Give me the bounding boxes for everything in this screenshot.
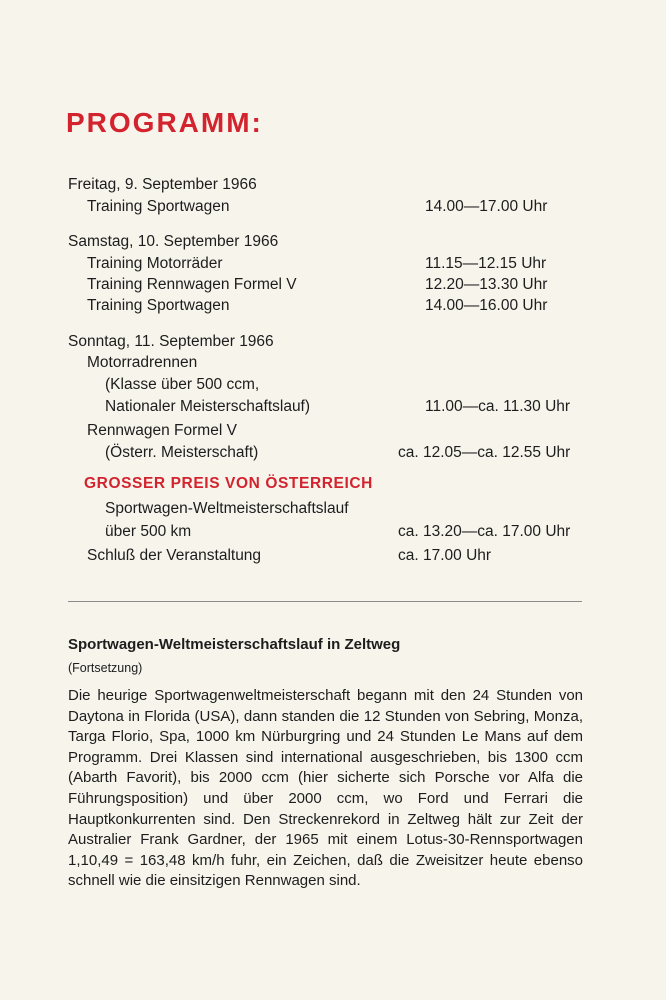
article-subtitle: (Fortsetzung): [68, 661, 143, 675]
schedule-row: [0, 420, 666, 442]
schedule-row: [0, 374, 666, 396]
day-label: Freitag, 9. September 1966: [68, 176, 257, 193]
event-time: 11.15—12.15 Uhr: [425, 255, 547, 272]
schedule-row: [0, 274, 666, 296]
schedule-row: [0, 396, 666, 418]
schedule-row: [0, 521, 666, 543]
event-label: Rennwagen Formel V: [87, 422, 237, 439]
day-heading-friday: [0, 174, 666, 196]
event-time: ca. 12.05—ca. 12.55 Uhr: [398, 444, 571, 461]
day-heading-sunday: [0, 331, 666, 353]
schedule-row: [0, 498, 666, 520]
event-label: Training Motorräder: [87, 255, 223, 272]
event-label: Schluß der Veranstaltung: [87, 547, 262, 564]
event-time: ca. 13.20—ca. 17.00 Uhr: [398, 523, 571, 540]
event-label: Training Sportwagen: [87, 198, 230, 215]
article-title: Sportwagen-Weltmeisterschaftslauf in Zeltweg: [68, 636, 401, 653]
event-detail: (Österr. Meisterschaft): [105, 444, 259, 461]
day-label: Samstag, 10. September 1966: [68, 233, 279, 250]
schedule-row: [0, 545, 666, 567]
day-heading-saturday: [0, 231, 666, 253]
schedule-row: [0, 352, 666, 374]
event-label: Motorradrennen: [87, 354, 198, 371]
event-time: ca. 17.00 Uhr: [398, 547, 492, 564]
event-detail: über 500 km: [105, 523, 192, 540]
schedule-row: [0, 253, 666, 275]
event-label: Sportwagen-Weltmeisterschaftslauf: [105, 500, 349, 517]
article-body: Die heurige Sportwagenweltmeisterschaft begann mit den 24 Stunden von Daytona in Florida (USA), dann standen die 12 Stunden von Sebring, Monza, Targa Florio, Spa, 1000 km Nürburgring und 24 Stunden Le Mans auf dem Programm. Drei Klassen sind international ausgeschrieben, bis 1300 ccm (Abarth Favorit), bis 2000 ccm (hier sicherte sich Porsche vor Alfa die Führungsposition) und über 2000 ccm, wo Ford und Ferrari die Hauptkonkurrenten sind. Den Streckenrekord in Zeltweg hält zur Zeit der Australier Frank Gardner, der 1965 mit einem Lotus-30-Rennsportwagen 1,10,49 = 163,48 km/h fuhr, ein Zeichen, daß die Zweisitzer heute ebenso schnell wie die einsitzigen Rennwagen sind.: [68, 687, 583, 890]
schedule-row: [0, 442, 666, 464]
grand-prix-heading: GROSSER PREIS VON ÖSTERREICH: [84, 475, 373, 492]
event-time: 14.00—17.00 Uhr: [425, 198, 548, 215]
page-title: PROGRAMM:: [66, 107, 263, 138]
event-label: Training Sportwagen: [87, 297, 230, 314]
schedule-row: [0, 295, 666, 317]
event-time: 11.00—ca. 11.30 Uhr: [425, 398, 571, 415]
day-label: Sonntag, 11. September 1966: [68, 333, 274, 350]
schedule-row: [0, 196, 666, 218]
event-detail: Nationaler Meisterschaftslauf): [105, 398, 311, 415]
event-label: Training Rennwagen Formel V: [87, 276, 297, 293]
event-detail: (Klasse über 500 ccm,: [105, 376, 260, 393]
section-divider: [68, 601, 582, 602]
event-time: 14.00—16.00 Uhr: [425, 297, 548, 314]
event-time: 12.20—13.30 Uhr: [425, 276, 548, 293]
